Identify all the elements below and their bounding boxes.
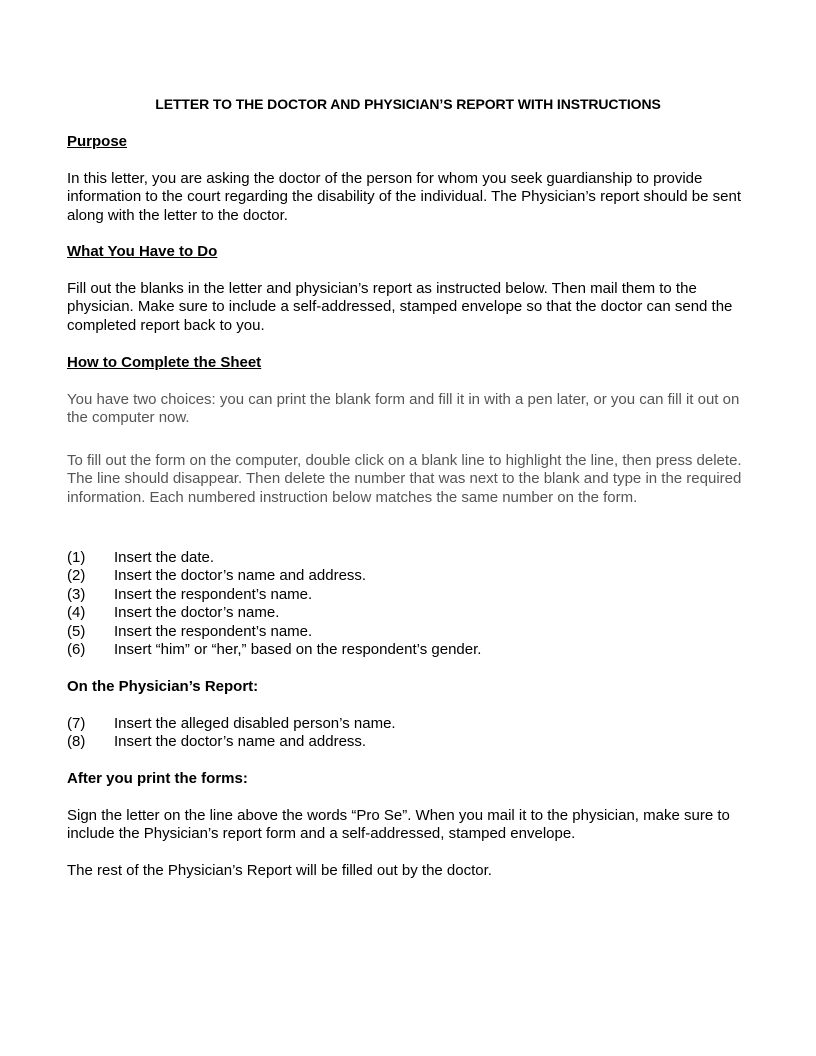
physicians-report-list (67, 715, 757, 752)
list-item-text: Insert the respondent’s name. (114, 622, 313, 640)
list-item (67, 641, 757, 659)
list-item-number: (4) (67, 604, 86, 622)
list-item-text: Insert the alleged disabled person’s name. (114, 715, 396, 732)
how-to-complete-choices-paragraph: You have two choices: you can print the blank form and fill it in with a pen later, or you can fill it out on the computer now. (67, 391, 740, 427)
list-item-number: (7) (67, 715, 86, 732)
after-print-sign-paragraph: Sign the letter on the line above the words “Pro Se”. When you mail it to the physician, make sure to include the Physician’s report form and a self-addressed, stamped envelope. (67, 807, 730, 843)
purpose-heading: Purpose (67, 133, 128, 150)
list-item (67, 623, 757, 641)
list-item-text: Insert the doctor’s name. (114, 604, 280, 622)
how-to-complete-heading: How to Complete the Sheet (67, 354, 262, 371)
list-item (67, 604, 757, 622)
list-item-number: (2) (67, 567, 86, 585)
list-item-number: (8) (67, 733, 86, 751)
list-item-text: Insert “him” or “her,” based on the respondent’s gender. (114, 640, 482, 658)
how-to-complete-instructions-paragraph: To fill out the form on the computer, double click on a blank line to highlight the line, then press delete. The line should disappear. Then delete the number that was next to the blank and type in the required information. Each numbered instruction below matches the same number on the form. (67, 452, 742, 506)
list-item (67, 549, 757, 567)
list-item-text: Insert the respondent’s name. (114, 585, 313, 603)
list-item-number: (3) (67, 585, 86, 603)
list-item (67, 567, 757, 585)
list-item-text: Insert the date. (114, 549, 215, 566)
purpose-paragraph: In this letter, you are asking the doctor of the person for whom you seek guardianship to provide information to the court regarding the disability of the individual. The Physician’s report should be sent along with the letter to the doctor. (67, 170, 742, 224)
form-instruction-list (67, 549, 757, 659)
list-item-number: (6) (67, 640, 86, 658)
list-item (67, 733, 757, 751)
document-title: LETTER TO THE DOCTOR AND PHYSICIAN’S REPORT WITH INSTRUCTIONS (155, 96, 661, 112)
what-to-do-heading: What You Have to Do (67, 243, 218, 260)
list-item (67, 586, 757, 604)
after-print-final-paragraph: The rest of the Physician’s Report will be filled out by the doctor. (67, 862, 492, 879)
what-to-do-paragraph: Fill out the blanks in the letter and physician’s report as instructed below. Then mail them to the physician. Make sure to include a self-addressed, stamped envelope so that the doctor can send the completed report back to you. (67, 280, 733, 334)
list-item-number: (5) (67, 622, 86, 640)
list-item-number: (1) (67, 549, 86, 566)
physicians-report-heading: On the Physician’s Report: (67, 678, 259, 695)
list-item-text: Insert the doctor’s name and address. (114, 567, 367, 585)
list-item-text: Insert the doctor’s name and address. (114, 733, 367, 751)
list-item (67, 715, 757, 733)
after-print-heading: After you print the forms: (67, 770, 248, 787)
